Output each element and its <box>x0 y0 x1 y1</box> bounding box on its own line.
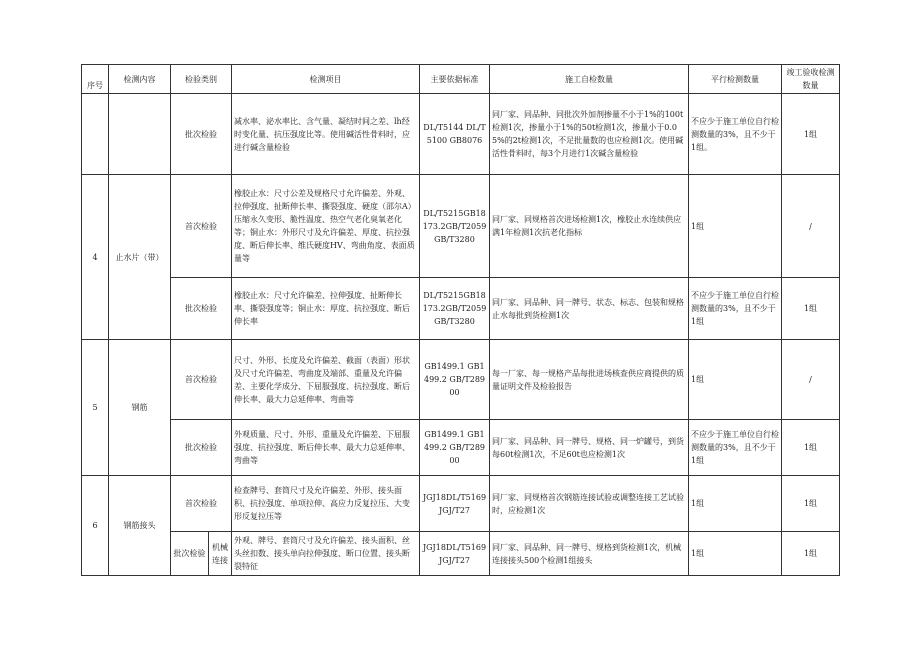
category-cell: 批次检验 <box>171 278 232 340</box>
items-cell: 橡胶止水：尺寸允许偏差、拉伸强度、扯断伸长率、撕裂强度等；铜止水：厚度、抗拉强度、断后伸长率 <box>232 278 420 340</box>
standard-cell: DL/T5144 DL/T5100 GB8076 <box>420 94 490 175</box>
seq-cell-empty <box>82 94 109 175</box>
parallel-cell: 1组 <box>689 175 782 278</box>
acceptance-cell: 1组 <box>782 532 840 576</box>
parallel-cell: 不应少于施工单位自行检测数量的3%，且不少于1组 <box>689 278 782 340</box>
table-row <box>82 278 840 340</box>
header-row <box>82 65 840 94</box>
seq-cell: 5 <box>82 340 109 476</box>
category-cell: 首次检验 <box>171 175 232 278</box>
header-category: 检验类别 <box>171 65 232 94</box>
header-content: 检测内容 <box>109 65 171 94</box>
table-row <box>82 340 840 420</box>
items-cell: 减水率、泌水率比、含气量、凝结时间之差、lh经时变化量、抗压强度比等。使用碱活性骨料时，应进行碱含量检验 <box>232 94 420 175</box>
items-cell: 外观质量、尺寸、外形、重量及允许偏差、下屈服强度、抗拉强度、断后伸长率、最大力总延伸率、弯曲等 <box>232 420 420 476</box>
parallel-cell: 不应少于施工单位自行检测数量的3%，且不少于1组 <box>689 420 782 476</box>
items-cell: 外观、牌号、套筒尺寸及允许偏差、接头面积、丝头丝扣数、接头单向拉伸强度、断口位置、接头断裂特征 <box>232 532 420 576</box>
self-check-cell: 同厂家、同品种、同一牌号、状态、标志、包装和规格止水每批到货检测1次 <box>490 278 689 340</box>
seq-cell: 6 <box>82 476 109 576</box>
content-cell: 钢筋 <box>109 340 171 476</box>
inspection-table <box>81 64 840 576</box>
content-cell: 止水片（带） <box>109 175 171 340</box>
seq-cell: 4 <box>82 175 109 340</box>
content-cell-empty <box>109 94 171 175</box>
header-seq: 序号 <box>82 65 109 94</box>
category-cell: 批次检验 <box>171 94 232 175</box>
category-cell: 首次检验 <box>171 476 232 532</box>
table-row <box>82 175 840 278</box>
content-cell: 钢筋接头 <box>109 476 171 576</box>
header-standard: 主要依据标准 <box>420 65 490 94</box>
standard-cell: GB1499.1 GB1499.2 GB/T28900 <box>420 420 490 476</box>
standard-cell: JGJ18DL/T5169JGJ/T27 <box>420 476 490 532</box>
items-cell: 检查牌号、套筒尺寸及允许偏差、外形、接头面积、抗拉强度、单项拉伸、高应力反复拉压、大变形反复拉压等 <box>232 476 420 532</box>
category-cell: 批次检验 <box>171 420 232 476</box>
acceptance-cell: / <box>782 175 840 278</box>
standard-cell: DL/T5215GB18173.2GB/T2059GB/T3280 <box>420 175 490 278</box>
standard-cell: DL/T5215GB18173.2GB/T2059GB/T3280 <box>420 278 490 340</box>
acceptance-cell: 1组 <box>782 476 840 532</box>
self-check-cell: 每一厂家、每一规格产品每批进场核查供应商提供的质量证明文件及检验报告 <box>490 340 689 420</box>
subcategory-cell: 机械连接 <box>209 532 232 576</box>
category-cell: 首次检验 <box>171 340 232 420</box>
acceptance-cell: 1组 <box>782 278 840 340</box>
self-check-cell: 同厂家、同品种、同一牌号、规格到货检测1次，机械连接接头500个检测1组接头 <box>490 532 689 576</box>
parallel-cell: 1组 <box>689 340 782 420</box>
standard-cell: JGJ18DL/T5169JGJ/T27 <box>420 532 490 576</box>
items-cell: 橡胶止水：尺寸公差及规格尺寸允许偏差、外观、拉伸强度、扯断伸长率、撕裂强度、硬度（邵尔A）压缩永久变形、脆性温度、热空气老化臭氧老化等；铜止水：外形尺寸及允许偏差、厚度、抗拉强度、断后伸长率、维氏硬度HV、弯曲角度、表面质量等 <box>232 175 420 278</box>
table-row <box>82 94 840 175</box>
table-row <box>82 532 840 576</box>
table-row <box>82 476 840 532</box>
header-acceptance: 竣工验收检测数量 <box>782 65 840 94</box>
parallel-cell: 不应少于施工单位自行检测数量的3%，且不少于1组。 <box>689 94 782 175</box>
parallel-cell: 1组 <box>689 476 782 532</box>
self-check-cell: 同厂家、同规格首次钢筋连接试验或调整连接工艺试验时，应检测1次 <box>490 476 689 532</box>
self-check-cell: 同厂家、同规格首次进场检测1次，橡胶止水连续供应满1年检测1次抗老化指标 <box>490 175 689 278</box>
header-items: 检测项目 <box>232 65 420 94</box>
header-self-check: 施工自检数量 <box>490 65 689 94</box>
acceptance-cell: 1组 <box>782 420 840 476</box>
category-cell: 批次检验 <box>171 532 209 576</box>
acceptance-cell: / <box>782 340 840 420</box>
standard-cell: GB1499.1 GB1499.2 GB/T28900 <box>420 340 490 420</box>
self-check-cell: 同厂家、同品种、同批次外加剂掺量不小于1%的100t检测1次，掺量小于1%的50t检测1次，掺量小于0.05%的2t检测1次，不足批量数的也应检测1次。使用碱活性骨料时，每3个月进行1次碱含量检验 <box>490 94 689 175</box>
parallel-cell: 1组 <box>689 532 782 576</box>
self-check-cell: 同厂家、同品种、同一牌号、规格、同一炉罐号，到货每60t检测1次，不足60t也应检测1次 <box>490 420 689 476</box>
acceptance-cell: 1组 <box>782 94 840 175</box>
header-parallel: 平行检测数量 <box>689 65 782 94</box>
table-row <box>82 420 840 476</box>
items-cell: 尺寸、外形、长度及允许偏差、截面（表面）形状及尺寸允许偏差、弯曲度及端部、重量及允许偏差、主要化学成分、下屈服强度、抗拉强度、断后伸长率、最大力总延伸率、弯曲等 <box>232 340 420 420</box>
